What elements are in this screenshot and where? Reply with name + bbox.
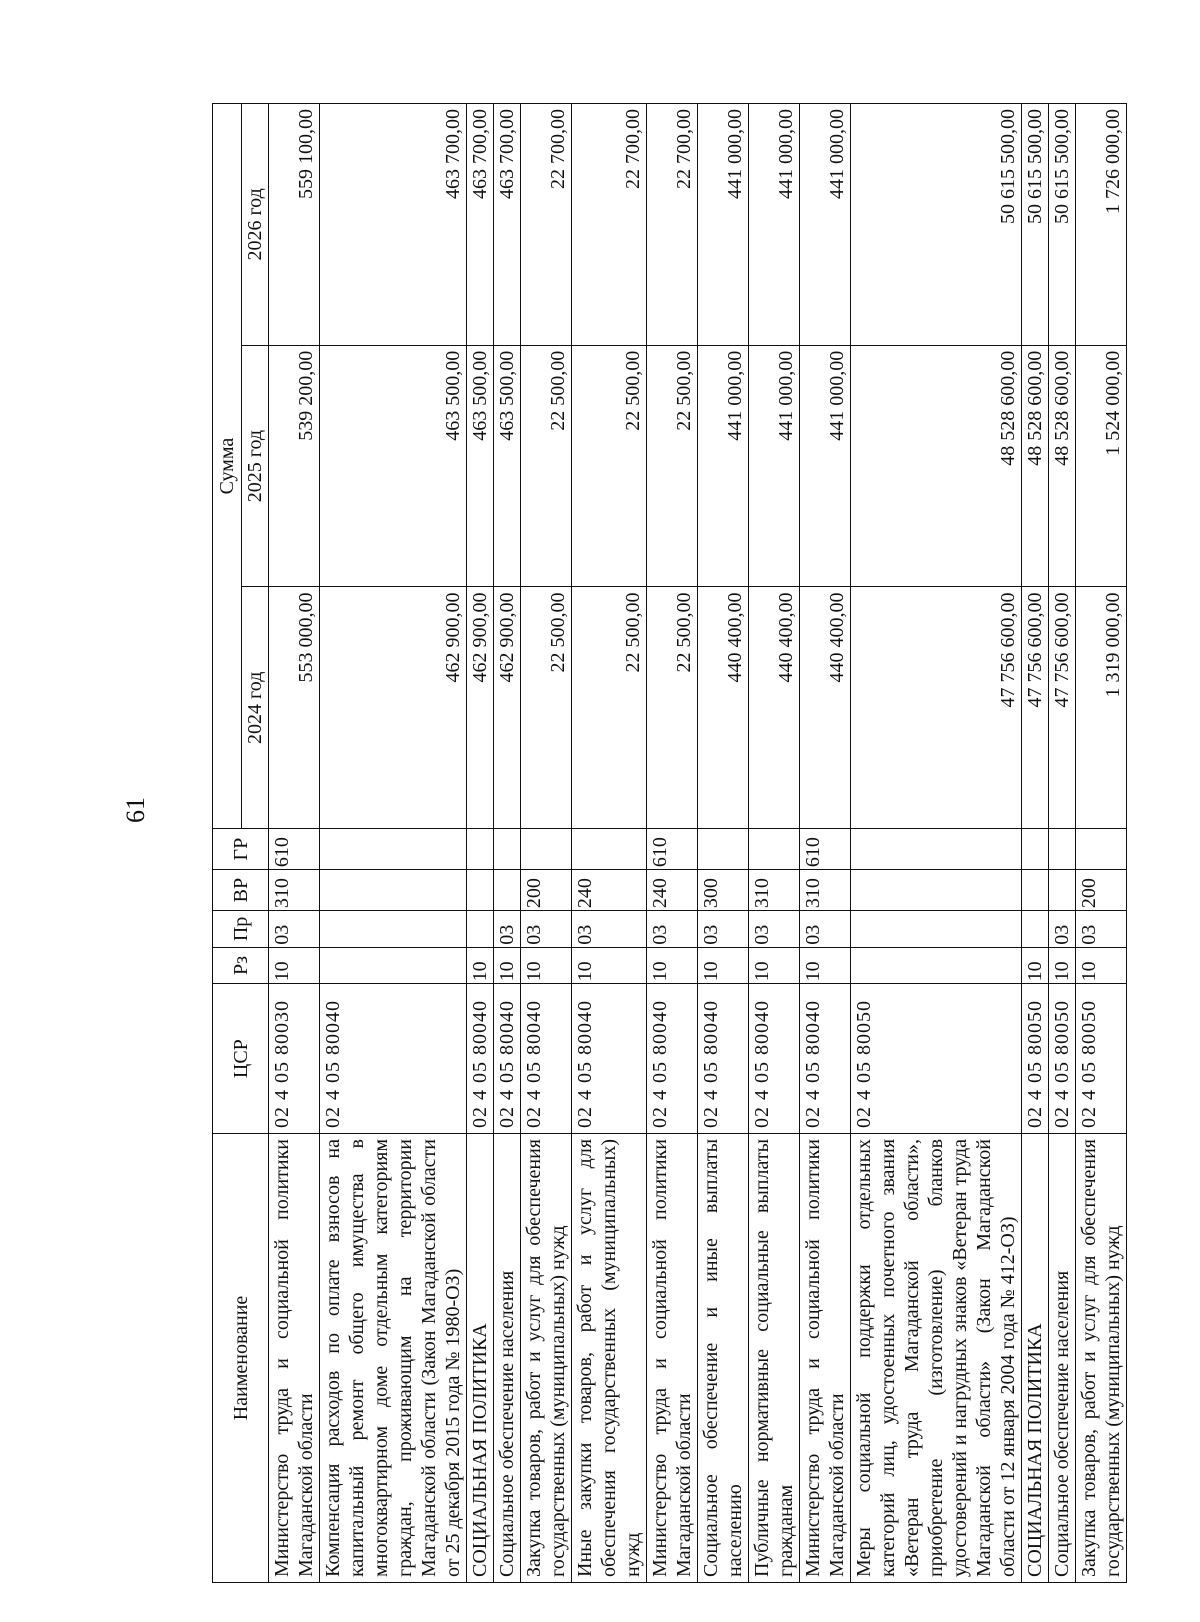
row-rz: 10 xyxy=(1022,947,1049,984)
row-2026: 22 700,00 xyxy=(647,104,698,346)
row-pr: 03 xyxy=(521,911,572,948)
row-vr xyxy=(1022,870,1049,911)
row-csr: 02 4 05 80040 xyxy=(800,984,851,1134)
row-2026: 22 700,00 xyxy=(521,104,572,346)
header-name: Наименование xyxy=(213,1133,269,1582)
row-name: Социальное обеспечение населения xyxy=(1049,1133,1076,1582)
row-gr xyxy=(1022,829,1049,870)
row-name: Социальное обеспечение и иные выплаты населению xyxy=(698,1133,749,1582)
table-row xyxy=(1022,104,1049,1583)
header-gr: ГР xyxy=(213,829,269,870)
row-2025: 441 000,00 xyxy=(698,345,749,587)
row-rz: 10 xyxy=(467,947,494,984)
row-pr: 03 xyxy=(1049,911,1076,948)
row-csr: 02 4 05 80040 xyxy=(467,984,494,1134)
row-2026: 441 000,00 xyxy=(800,104,851,346)
row-name: Компенсация расходов по оплате взносов на капитальный ремонт общего имущества в многоквартирном доме отдельным категориям граждан, проживающим на территории Магаданской области (Закон Магаданской области от 25 декабря 2015 года № 1980-ОЗ) xyxy=(320,1133,467,1582)
row-2024: 462 900,00 xyxy=(320,587,467,829)
row-2024: 22 500,00 xyxy=(572,587,647,829)
row-rz: 10 xyxy=(800,947,851,984)
row-vr xyxy=(851,870,1022,911)
row-vr: 240 xyxy=(647,870,698,911)
row-2024: 440 400,00 xyxy=(698,587,749,829)
row-name: Министерство труда и социальной политики Магаданской области xyxy=(647,1133,698,1582)
row-2026: 1 726 000,00 xyxy=(1076,104,1127,346)
row-pr: 03 xyxy=(1076,911,1127,948)
row-2026: 22 700,00 xyxy=(572,104,647,346)
row-gr xyxy=(851,829,1022,870)
row-vr xyxy=(494,870,521,911)
row-name: Закупка товаров, работ и услуг для обеспечения государственных (муниципальных) нужд xyxy=(1076,1133,1127,1582)
row-2024: 47 756 600,00 xyxy=(1049,587,1076,829)
row-gr xyxy=(320,829,467,870)
row-rz: 10 xyxy=(269,947,320,984)
row-rz xyxy=(320,947,467,984)
row-csr: 02 4 05 80040 xyxy=(494,984,521,1134)
row-gr xyxy=(494,829,521,870)
table-row xyxy=(800,104,851,1583)
row-2024: 440 400,00 xyxy=(800,587,851,829)
row-pr: 03 xyxy=(572,911,647,948)
row-pr xyxy=(467,911,494,948)
row-rz: 10 xyxy=(494,947,521,984)
row-csr: 02 4 05 80050 xyxy=(1049,984,1076,1134)
row-vr: 200 xyxy=(1076,870,1127,911)
row-2026: 463 700,00 xyxy=(467,104,494,346)
row-csr: 02 4 05 80040 xyxy=(698,984,749,1134)
row-2024: 22 500,00 xyxy=(521,587,572,829)
row-vr: 240 xyxy=(572,870,647,911)
row-rz xyxy=(851,947,1022,984)
row-name: Публичные нормативные социальные выплаты гражданам xyxy=(749,1133,800,1582)
row-2025: 463 500,00 xyxy=(320,345,467,587)
row-csr: 02 4 05 80050 xyxy=(1022,984,1049,1134)
row-csr: 02 4 05 80040 xyxy=(521,984,572,1134)
row-2025: 463 500,00 xyxy=(494,345,521,587)
table-row xyxy=(1049,104,1076,1583)
row-vr: 200 xyxy=(521,870,572,911)
row-gr: 610 xyxy=(800,829,851,870)
row-2025: 48 528 600,00 xyxy=(851,345,1022,587)
row-rz: 10 xyxy=(521,947,572,984)
row-2026: 50 615 500,00 xyxy=(1022,104,1049,346)
row-2026: 559 100,00 xyxy=(269,104,320,346)
row-rz: 10 xyxy=(749,947,800,984)
row-2025: 48 528 600,00 xyxy=(1022,345,1049,587)
row-2026: 441 000,00 xyxy=(749,104,800,346)
row-2024: 47 756 600,00 xyxy=(1022,587,1049,829)
row-2024: 462 900,00 xyxy=(494,587,521,829)
table-row xyxy=(269,104,320,1583)
row-gr xyxy=(698,829,749,870)
row-gr xyxy=(1049,829,1076,870)
header-csr: ЦСР xyxy=(213,984,269,1134)
row-pr: 03 xyxy=(698,911,749,948)
row-csr: 02 4 05 80040 xyxy=(572,984,647,1134)
table-row xyxy=(698,104,749,1583)
budget-table xyxy=(212,103,1127,1583)
row-rz: 10 xyxy=(572,947,647,984)
row-2025: 441 000,00 xyxy=(749,345,800,587)
header-2026: 2026 год xyxy=(242,104,269,346)
table-row xyxy=(320,104,467,1583)
row-2025: 463 500,00 xyxy=(467,345,494,587)
row-2025: 539 200,00 xyxy=(269,345,320,587)
row-name: Меры социальной поддержки отдельных категорий лиц, удостоенных почетного звания «Ветеран труда Магаданской области», приобретение (изготовление) бланков удостоверений и нагрудных знаков «Ветеран труда Магаданской области» (Закон Магаданской области от 12 января 2004 года № 412-ОЗ) xyxy=(851,1133,1022,1582)
row-2026: 50 615 500,00 xyxy=(1049,104,1076,346)
row-2024: 553 000,00 xyxy=(269,587,320,829)
table-row xyxy=(521,104,572,1583)
header-sum: Сумма xyxy=(213,104,242,829)
row-csr: 02 4 05 80040 xyxy=(320,984,467,1134)
row-gr: 610 xyxy=(269,829,320,870)
row-vr xyxy=(320,870,467,911)
row-gr xyxy=(467,829,494,870)
row-2026: 50 615 500,00 xyxy=(851,104,1022,346)
row-rz: 10 xyxy=(1076,947,1127,984)
row-vr: 310 xyxy=(269,870,320,911)
row-2024: 440 400,00 xyxy=(749,587,800,829)
table-row xyxy=(647,104,698,1583)
row-vr: 310 xyxy=(800,870,851,911)
row-gr: 610 xyxy=(647,829,698,870)
row-rz: 10 xyxy=(647,947,698,984)
table-row xyxy=(572,104,647,1583)
row-2025: 441 000,00 xyxy=(800,345,851,587)
header-rz: Рз xyxy=(213,947,269,984)
row-pr xyxy=(1022,911,1049,948)
row-2025: 22 500,00 xyxy=(521,345,572,587)
table-row xyxy=(467,104,494,1583)
row-name: Закупка товаров, работ и услуг для обеспечения государственных (муниципальных) нужд xyxy=(521,1133,572,1582)
row-2025: 48 528 600,00 xyxy=(1049,345,1076,587)
header-vr: ВР xyxy=(213,870,269,911)
table-row xyxy=(494,104,521,1583)
row-pr xyxy=(851,911,1022,948)
row-2025: 22 500,00 xyxy=(572,345,647,587)
row-csr: 02 4 05 80040 xyxy=(749,984,800,1134)
row-name: Министерство труда и социальной политики Магаданской области xyxy=(800,1133,851,1582)
row-name: СОЦИАЛЬНАЯ ПОЛИТИКА xyxy=(467,1133,494,1582)
row-name: Министерство труда и социальной политики Магаданской области xyxy=(269,1133,320,1582)
row-gr xyxy=(749,829,800,870)
row-csr: 02 4 05 80050 xyxy=(851,984,1022,1134)
row-vr xyxy=(1049,870,1076,911)
row-vr: 300 xyxy=(698,870,749,911)
row-2026: 441 000,00 xyxy=(698,104,749,346)
row-name: Иные закупки товаров, работ и услуг для обеспечения государственных (муниципальных) нужд xyxy=(572,1133,647,1582)
row-pr: 03 xyxy=(494,911,521,948)
page-number: 61 xyxy=(121,797,150,823)
row-vr: 310 xyxy=(749,870,800,911)
table-row xyxy=(749,104,800,1583)
header-2024: 2024 год xyxy=(242,587,269,829)
row-pr: 03 xyxy=(800,911,851,948)
row-2026: 463 700,00 xyxy=(320,104,467,346)
row-2024: 22 500,00 xyxy=(647,587,698,829)
row-2026: 463 700,00 xyxy=(494,104,521,346)
row-pr: 03 xyxy=(749,911,800,948)
row-csr: 02 4 05 80040 xyxy=(647,984,698,1134)
row-name: СОЦИАЛЬНАЯ ПОЛИТИКА xyxy=(1022,1133,1049,1582)
row-pr xyxy=(320,911,467,948)
row-csr: 02 4 05 80030 xyxy=(269,984,320,1134)
row-csr: 02 4 05 80050 xyxy=(1076,984,1127,1134)
table-row xyxy=(1076,104,1127,1583)
row-pr: 03 xyxy=(269,911,320,948)
row-vr xyxy=(467,870,494,911)
row-gr xyxy=(1076,829,1127,870)
row-rz: 10 xyxy=(1049,947,1076,984)
row-pr: 03 xyxy=(647,911,698,948)
row-2024: 1 319 000,00 xyxy=(1076,587,1127,829)
row-2024: 47 756 600,00 xyxy=(851,587,1022,829)
table-row xyxy=(851,104,1022,1583)
row-gr xyxy=(521,829,572,870)
row-gr xyxy=(572,829,647,870)
row-rz: 10 xyxy=(698,947,749,984)
row-2025: 22 500,00 xyxy=(647,345,698,587)
row-2025: 1 524 000,00 xyxy=(1076,345,1127,587)
row-name: Социальное обеспечение населения xyxy=(494,1133,521,1582)
rotated-page xyxy=(212,103,1124,1583)
header-pr: Пр xyxy=(213,911,269,948)
header-2025: 2025 год xyxy=(242,345,269,587)
row-2024: 462 900,00 xyxy=(467,587,494,829)
